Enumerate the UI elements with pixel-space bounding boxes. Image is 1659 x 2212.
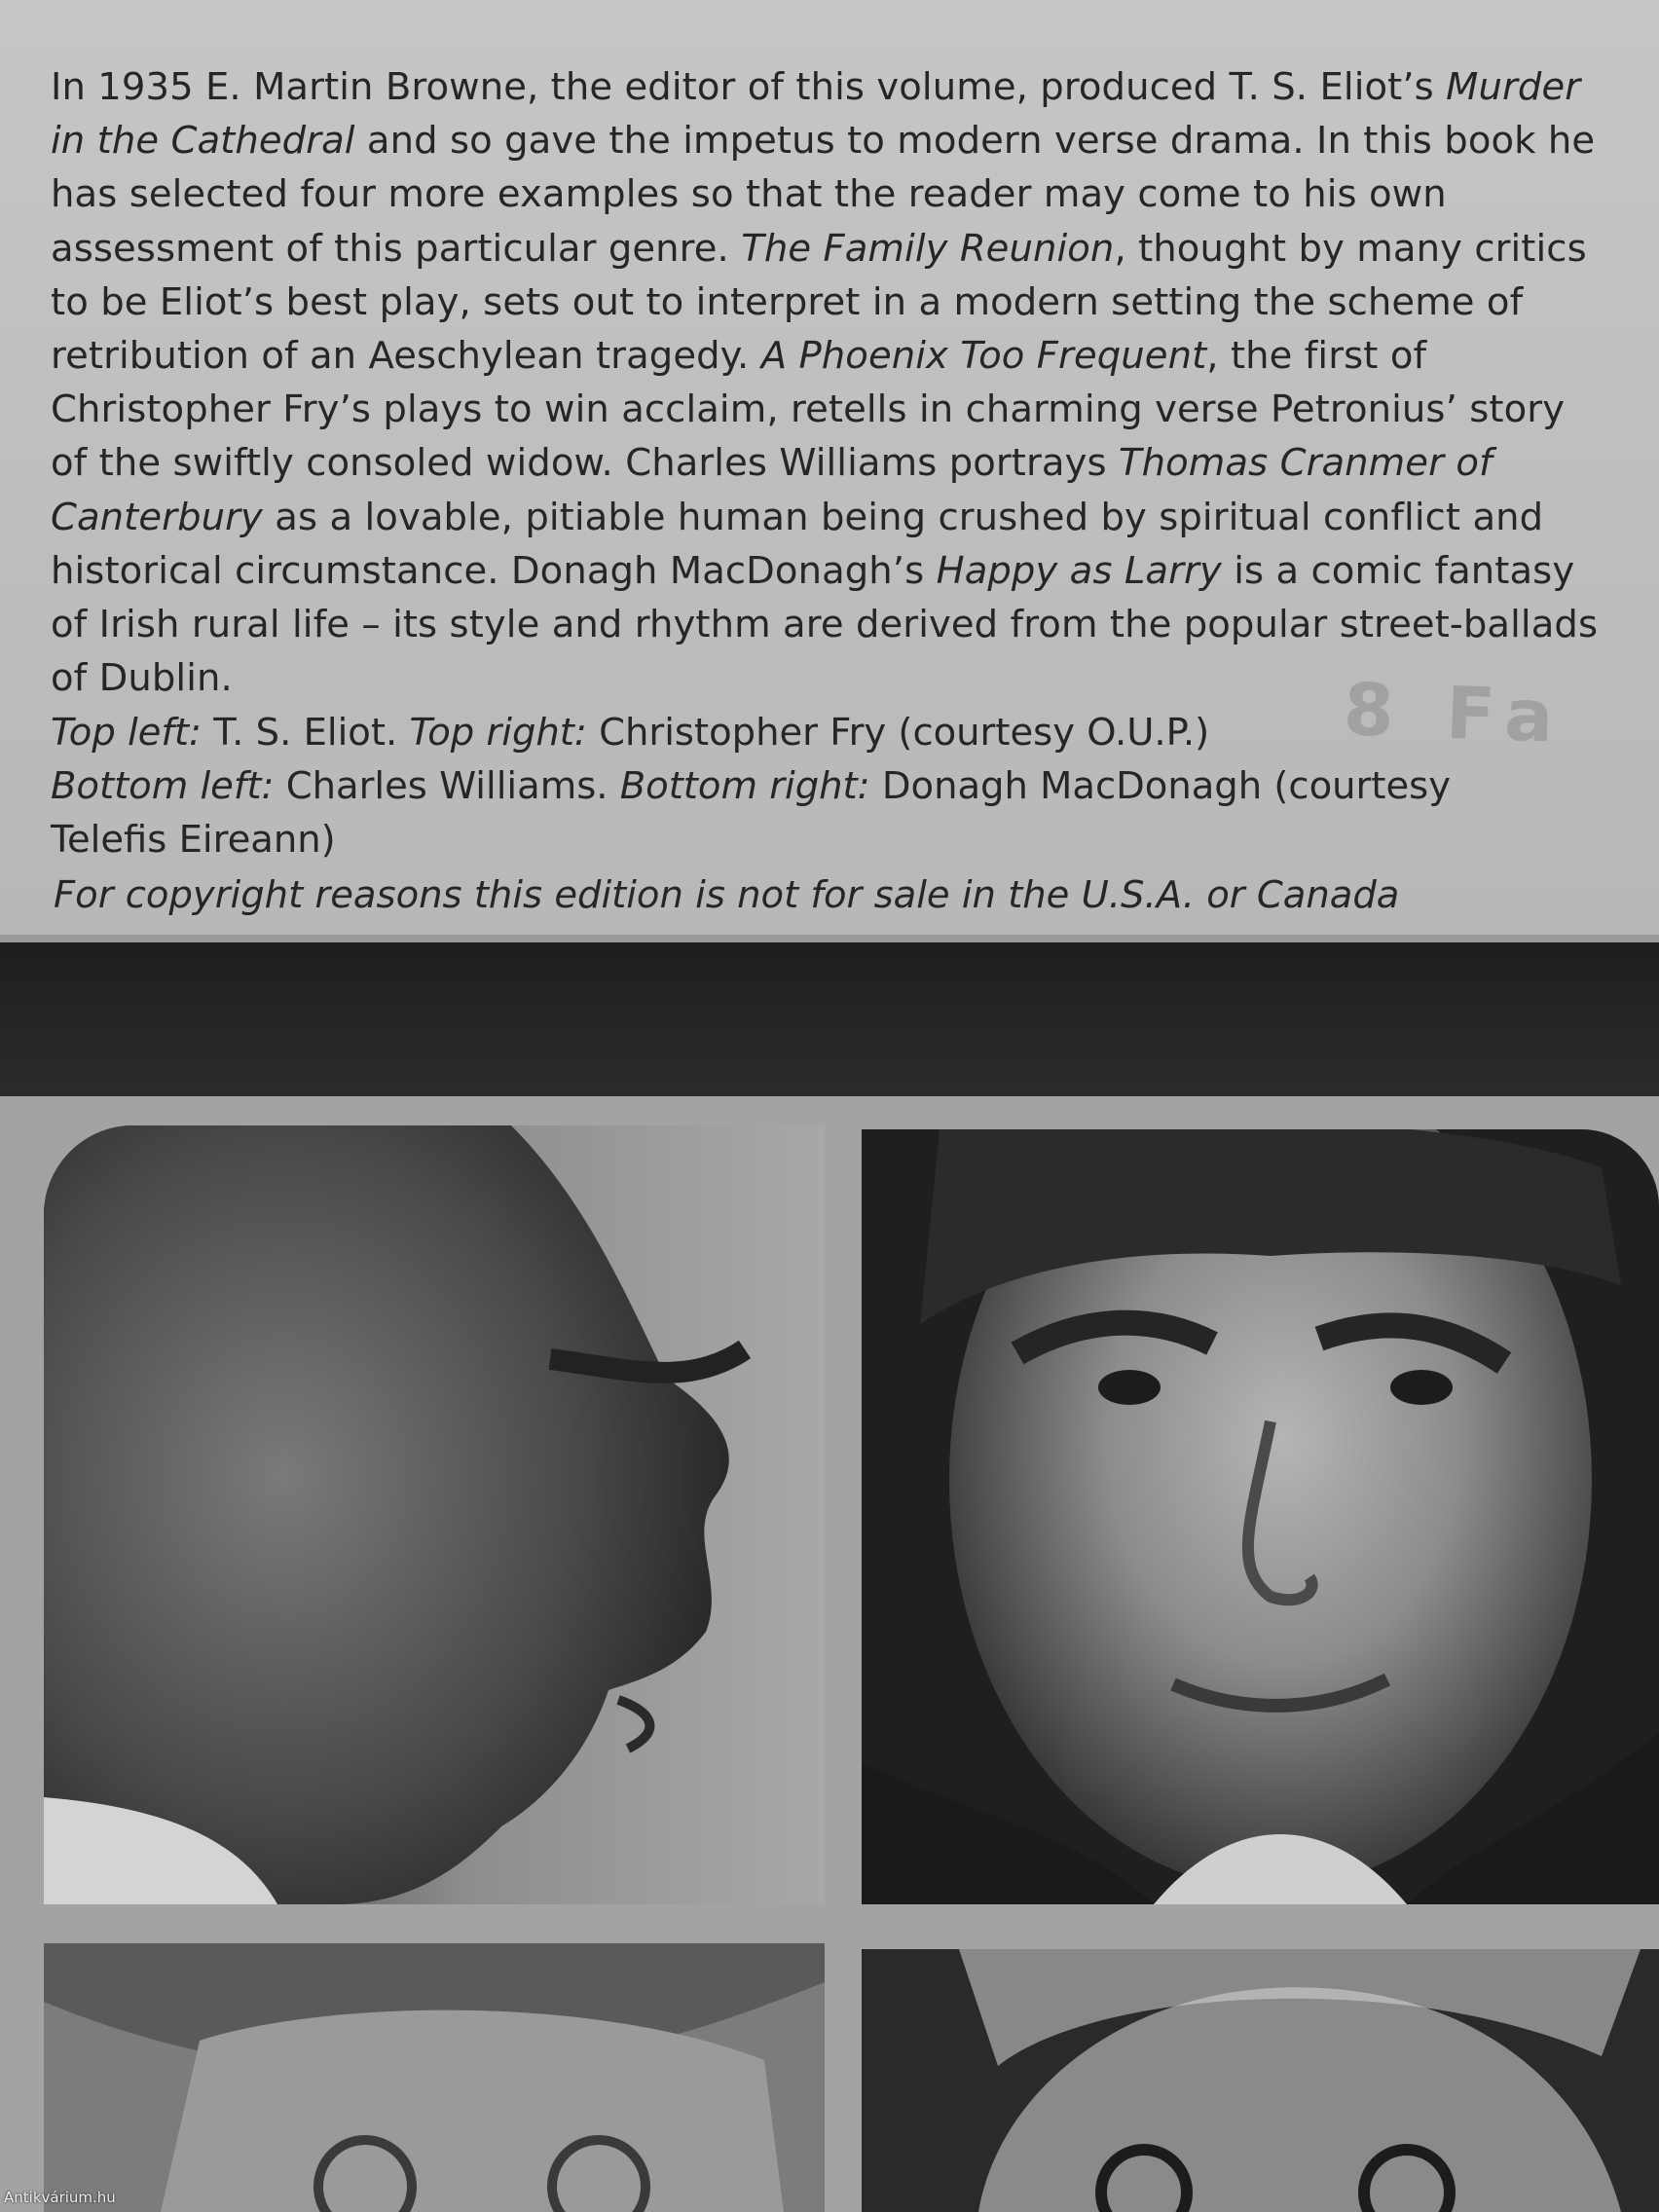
credit-label: Bottom left:: [51, 764, 275, 809]
blurb-line: of Irish rural life – its style and rhythm are derived from the popular street-ballads: [51, 603, 1599, 647]
christopher-fry-photo: [862, 1129, 1659, 1904]
blurb-line: , the first of: [1206, 334, 1427, 379]
blurb-line: and so gave the impetus to modern verse drama. In this book he: [354, 119, 1596, 164]
credit-name: Donagh MacDonagh (courtesy: [869, 764, 1451, 809]
blurb-title-italic: Murder: [1446, 65, 1581, 109]
credit-label: Top right:: [409, 711, 587, 755]
portrait-grid: [0, 1096, 1659, 2212]
blurb-line: historical circumstance. Donagh MacDonagh’s: [51, 548, 937, 593]
site-watermark: Antikvárium.hu: [4, 2189, 116, 2206]
blurb-line: has selected four more examples so that the reader may come to his own: [51, 172, 1447, 217]
blurb-title-italic: Canterbury: [51, 495, 263, 539]
blurb-title-italic: Thomas Cranmer of: [1119, 441, 1493, 486]
portrait-bottom-right: [862, 1949, 1659, 2212]
dark-divider-band: [0, 942, 1659, 1096]
portrait-bottom-left: [44, 1943, 825, 2212]
credit-name: Charles Williams.: [274, 764, 620, 809]
credit-name: Telefis Eireann): [51, 818, 336, 863]
credit-name: Christopher Fry (courtesy O.U.P.): [586, 711, 1210, 755]
blurb-panel: [0, 0, 1659, 935]
copyright-note: For copyright reasons this edition is not for sale in the U.S.A. or Canada: [54, 873, 1400, 917]
blurb-title-italic: A Phoenix Too Frequent: [760, 334, 1207, 379]
portrait-top-left: [44, 1125, 825, 1904]
donagh-macdonagh-photo: [862, 1949, 1659, 2212]
credit-name: T. S. Eliot.: [202, 711, 410, 755]
blurb-title-italic: Happy as Larry: [936, 548, 1222, 593]
blurb-line: of the swiftly consoled widow. Charles Williams portrays: [51, 441, 1120, 486]
ts-eliot-profile-photo: [44, 1125, 825, 1904]
blurb-line: retribution of an Aeschylean tragedy.: [51, 334, 761, 379]
blurb-line: Christopher Fry’s plays to win acclaim, retells in charming verse Petronius’ story: [51, 387, 1566, 432]
blurb-line: to be Eliot’s best play, sets out to interpret in a modern setting the scheme of: [51, 279, 1524, 324]
portrait-top-right: [862, 1129, 1659, 1904]
blurb-title-italic: in the Cathedral: [51, 119, 355, 164]
blurb-title-italic: The Family Reunion: [741, 226, 1115, 271]
blurb-line: assessment of this particular genre.: [51, 226, 742, 271]
price-sticker-residue: 8 Fa: [1342, 668, 1568, 759]
charles-williams-photo: [44, 1943, 825, 2212]
blurb-text: [51, 60, 1618, 705]
blurb-line: of Dublin.: [51, 656, 233, 701]
credit-label: Top left:: [51, 711, 202, 755]
blurb-line: , thought by many critics: [1114, 226, 1587, 271]
blurb-line: In 1935 E. Martin Browne, the editor of this volume, produced T. S. Eliot’s: [51, 65, 1447, 109]
blurb-line: is a comic fantasy: [1221, 548, 1575, 593]
credit-label: Bottom right:: [619, 764, 870, 809]
blurb-line: as a lovable, pitiable human being crushed by spiritual conflict and: [262, 495, 1544, 539]
